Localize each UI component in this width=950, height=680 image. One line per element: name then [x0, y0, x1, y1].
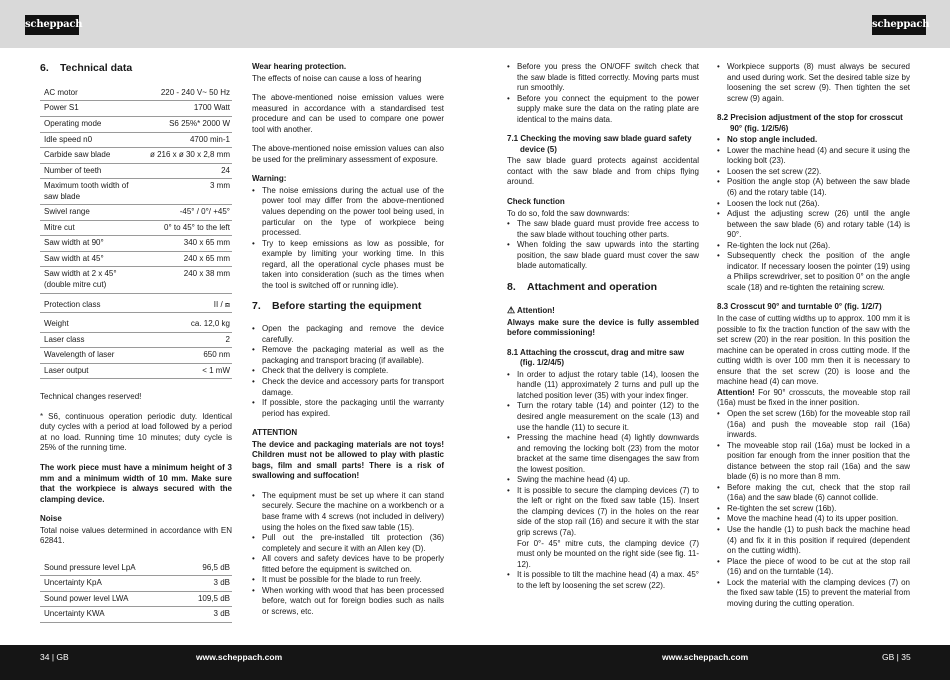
list-item: • Pull out the pre-installed tilt protection (36) completely and secure it with an Allen key (D). [252, 533, 444, 554]
list-item: • All covers and safety devices have to be properly fitted before the equipment is switched on. [252, 554, 444, 575]
list-item: • Lock the material with the clamping devices (7) on the fixed saw table (15) to prevent the material from moving during the cutting operation. [717, 578, 910, 610]
list-item: • Adjust the adjusting screw (26) until the angle between the saw blade (6) and rotary table (14) is 90°. [717, 209, 910, 241]
spec-value: 1700 Watt [146, 101, 232, 117]
section-8-2-title: 8.2 Precision adjustment of the stop for crosscut 90° (fig. 1/2/5/6) [717, 113, 903, 133]
check-function-text: To do so, fold the saw downwards: [507, 208, 630, 218]
table-row [40, 86, 232, 101]
tilt-list [507, 570, 699, 591]
list-item: • Check the device and accessory parts for transport damage. [252, 377, 444, 398]
list-item: • The noise emissions during the actual use of the power tool may differ from the above-mentioned values depending on the power tool being used, in particular on the type of workpiece being processed. [252, 186, 444, 239]
spec-label: Maximum tooth width of saw blade [40, 179, 146, 205]
noise-table [40, 561, 232, 623]
warning-title: Warning: [252, 174, 287, 184]
pre-start-list [507, 62, 699, 125]
section-8-3-attention: Attention! For 90° crosscuts, the moveable stop rail (16a) must be fixed in the inner position. [717, 387, 910, 408]
spec-label: Laser class [40, 332, 146, 348]
list-item: • Workpiece supports (8) must always be secured and used during work. Set the desired table size by loosening the set screw (9). Then tighten the set screw (9) again. [717, 62, 910, 104]
spec-label: Uncertainty KpA [40, 576, 178, 592]
spec-label: Uncertainty KWA [40, 607, 178, 623]
mitre-note: For 0°- 45° mitre cuts, the clamping device (7) must only be mounted on the right side (see fig. 11-12). [517, 538, 699, 569]
list-item: • Loosen the set screw (22). [717, 167, 910, 178]
spec-label: Saw width at 45° [40, 251, 146, 267]
spec-value: < 1 mW [146, 363, 232, 379]
table-row [40, 220, 232, 236]
list-item: • Before you press the ON/OFF switch check that the saw blade is fitted correctly. Moving parts must run smoothly. [507, 62, 699, 94]
spec-label: Laser output [40, 363, 146, 379]
spec-value: 0° to 45° to the left [146, 220, 232, 236]
table-row [40, 163, 232, 179]
table-row [40, 148, 232, 164]
table-row [40, 332, 232, 348]
spec-value: II / ⧈ [146, 293, 232, 313]
footer-url-right: www.scheppach.com [662, 652, 749, 662]
column-adjustment [717, 62, 910, 618]
list-item: • Open the set screw (16b) for the moveable stop rail (16a) and push the moveable stop rail (16a) inwards. [717, 409, 910, 441]
spec-label: AC motor [40, 86, 146, 101]
spec-label: Operating mode [40, 116, 146, 132]
spec-value: 4700 min-1 [146, 132, 232, 148]
table-row [40, 363, 232, 379]
attention-heading: ⚠ Attention! [507, 304, 555, 315]
spec-value: 220 - 240 V~ 50 Hz [146, 86, 232, 101]
warning-triangle-icon: ⚠ [507, 304, 516, 315]
attention-text: The device and packaging materials are not toys! Children must not be allowed to play with plastic bags, film and small parts! There is a risk of swallowing and suffocation! [252, 439, 444, 481]
start-list [252, 324, 444, 419]
spec-value: S6 25%* 2000 W [146, 116, 232, 132]
list-item: • Remove the packaging material as well as the packaging and transport bracing (if available). [252, 345, 444, 366]
page-number-left: 34 | GB [40, 652, 69, 662]
spec-value: 340 x 65 mm [146, 236, 232, 252]
table-row [40, 236, 232, 252]
list-item: • It is possible to secure the clamping devices (7) to the left or right on the fixed saw table (15). Insert the clamping devices (7) in the holes on the rear side of the stop rail (16) and secure it with the star grip screws (7a). [507, 486, 699, 539]
table-row [40, 561, 232, 576]
spec-label: Wavelength of laser [40, 348, 146, 364]
list-item: • Turn the rotary table (14) and pointer (12) to the desired angle measurement on the scale (13) and use the handle (11) to secure it. [507, 401, 699, 433]
list-item: • Move the machine head (4) to its upper position. [717, 514, 910, 525]
section-7-1-title: 7.1 Checking the moving saw blade guard safety device (5) [507, 134, 692, 154]
table-row [40, 205, 232, 221]
list-item: • Position the angle stop (A) between the saw blade (6) and the rotary table (14). [717, 177, 910, 198]
section-8-1-list [507, 370, 699, 539]
section-8-3-list [717, 409, 910, 609]
workpiece-support-list [717, 62, 910, 104]
footer-bar [0, 645, 950, 680]
spec-label: Saw width at 2 x 45° (double mitre cut) [40, 267, 146, 293]
spec-label: Mitre cut [40, 220, 146, 236]
table-row [40, 591, 232, 607]
table-row [40, 132, 232, 148]
table-row [40, 313, 232, 333]
emission-paragraph-1: The above-mentioned noise emission values were measured in accordance with a standardised test procedure and can be used to compare one power tool with another. [252, 93, 444, 134]
header-bar [0, 0, 950, 48]
list-item: • It is possible to tilt the machine head (4) a max. 45° to the left by loosening the set screw (22). [507, 570, 699, 591]
list-item: • Check that the delivery is complete. [252, 366, 444, 377]
footer-url-left: www.scheppach.com [196, 652, 283, 662]
spec-value: 650 nm [146, 348, 232, 364]
section-heading-technical-data: 6. Technical data [40, 62, 133, 74]
table-row [40, 293, 232, 313]
tech-changes-note: Technical changes reserved! [40, 392, 142, 402]
s6-note: * S6, continuous operation periodic duty. Identical duty cycles with a period at load followed by a period at no load. Running time 10 minutes; duty cycle is 25% of the running time. [40, 411, 232, 453]
list-item: • Re-tighten the lock nut (26a). [717, 241, 910, 252]
spec-value: 2 [146, 332, 232, 348]
spec-label: Swivel range [40, 205, 146, 221]
hearing-title: Wear hearing protection. [252, 62, 347, 71]
table-row [40, 101, 232, 117]
section-7-1-text: The saw blade guard protects against accidental contact with the saw blade and from chips flying around. [507, 156, 699, 187]
list-item: • When working with wood that has been processed before, watch out for foreign bodies such as nails or screws, etc. [252, 586, 444, 618]
spec-value: 240 x 38 mm [146, 267, 232, 293]
list-item: • Swing the machine head (4) up. [507, 475, 699, 486]
spec-label: Carbide saw blade [40, 148, 146, 164]
spec-label: Sound power level LWA [40, 591, 178, 607]
table-row [40, 179, 232, 205]
list-item: • The moveable stop rail (16a) must be locked in a position far enough from the inner position that the distance between the stop rail (16a) and the saw blade (6) is no more than 8 mm. [717, 441, 910, 483]
spec-label: Weight [40, 313, 146, 333]
spec-value: ca. 12,0 kg [146, 313, 232, 333]
check-list [507, 219, 699, 272]
spec-table [40, 86, 232, 379]
column-noise-and-start [252, 62, 444, 626]
spec-value: 240 x 65 mm [146, 251, 232, 267]
spec-value: 3 dB [178, 607, 232, 623]
table-row [40, 607, 232, 623]
spec-value: 109,5 dB [178, 591, 232, 607]
list-item: • Lower the machine head (4) and secure it using the locking bolt (23). [717, 146, 910, 167]
hearing-text: The effects of noise can cause a loss of hearing [252, 73, 422, 83]
section-heading-attachment: 8. Attachment and operation [507, 280, 658, 293]
table-row [40, 251, 232, 267]
list-item: • Use the handle (1) to push back the machine head (4) and fix it in this position if required (dependent on the cutting width). [717, 525, 910, 557]
section-8-2-steps [717, 146, 910, 294]
spec-label: Sound pressure level LpA [40, 561, 178, 576]
list-item: • No stop angle included. [717, 135, 910, 146]
noise-text: Total noise values determined in accordance with EN 62841. [40, 525, 232, 546]
table-row [40, 116, 232, 132]
list-item: • It must be possible for the blade to run freely. [252, 575, 444, 586]
section-8-1-title: 8.1 Attaching the crosscut, drag and mitre saw (fig. 1/2/4/5) [507, 347, 685, 368]
list-item: • Loosen the lock nut (26a). [717, 199, 910, 210]
workpiece-note: The work piece must have a minimum height of 3 mm and a minimum width of 10 mm. Make sure that the workpiece is always secured with the clamping device. [40, 462, 232, 504]
table-row [40, 267, 232, 293]
spec-value: 3 dB [178, 576, 232, 592]
spec-value: ø 216 x ø 30 x 2,8 mm [146, 148, 232, 164]
emission-paragraph-2: The above-mentioned noise emission values can also be used for the preliminary assessment of exposure. [252, 144, 444, 164]
column-safety-and-attachment [507, 62, 699, 600]
page-number-right: GB | 35 [882, 652, 911, 662]
setup-list [252, 491, 444, 618]
noise-title: Noise [40, 514, 62, 524]
list-item: • When folding the saw upwards into the starting position, the saw blade guard must cover the saw blade automatically. [507, 240, 699, 272]
table-row [40, 576, 232, 592]
column-technical-data [40, 62, 232, 636]
table-row [40, 348, 232, 364]
brand-logo-right: scheppach [872, 15, 926, 35]
list-item: • The saw blade guard must provide free access to the saw blade without touching other parts. [507, 219, 699, 240]
spec-value: 96,5 dB [178, 561, 232, 576]
list-item: • Re-tighten the set screw (16b). [717, 504, 910, 515]
warning-list [252, 186, 444, 291]
check-function-title: Check function [507, 197, 565, 207]
spec-value: -45° / 0°/ +45° [146, 205, 232, 221]
list-item: • If possible, store the packaging until the warranty period has expired. [252, 398, 444, 419]
spec-label: Idle speed n0 [40, 132, 146, 148]
spec-label: Power S1 [40, 101, 146, 117]
list-item: • Before you connect the equipment to the power supply make sure the data on the rating plate are identical to the mains data. [507, 94, 699, 126]
spec-value: 24 [146, 163, 232, 179]
spec-label: Protection class [40, 293, 146, 313]
section-8-3-title: 8.3 Crosscut 90° and turntable 0° (fig. 1/2/7) [717, 302, 882, 312]
attention-title: ATTENTION [252, 428, 298, 438]
brand-logo-left: scheppach [25, 15, 79, 35]
list-item: • Open the packaging and remove the device carefully. [252, 324, 444, 345]
list-item: • Place the piece of wood to be cut at the stop rail (16) and on the turntable (14). [717, 557, 910, 578]
list-item: • The equipment must be set up where it can stand securely. Secure the machine on a workbench or a base frame with 4 screws (not included in delivery) using the holes on the fixed saw table (15). [252, 491, 444, 533]
section-8-3-text: In the case of cutting widths up to approx. 100 mm it is possible to fix the traction function of the saw with the set screw (20) in the rear position. In this position the machine can be operated in cross cutting mode. If the cutting width is over 100 mm then it is necessary to ensure that the set screw (20) is loose and the machine head (4) can move. [717, 314, 910, 387]
list-item: • Pressing the machine head (4) lightly downwards and removing the locking bolt (23) from the motor bracket at the same time disengages the saw from the lowest position. [507, 433, 699, 475]
spec-label: Saw width at 90° [40, 236, 146, 252]
list-item: • Try to keep emissions as low as possible, for example by limiting your working time. In this regard, all the operational cycle phases must be taken into consideration (such as the times when the tool is switched off or running idle). [252, 239, 444, 292]
spec-value: 3 mm [146, 179, 232, 205]
section-heading-before-start: 7. Before starting the equipment [252, 300, 422, 313]
list-item: • Before making the cut, check that the stop rail (16a) and the saw blade (6) cannot collide. [717, 483, 910, 504]
section-8-2-list [717, 135, 910, 146]
list-item: • Subsequently check the position of the angle indicator. If necessary loosen the pointer (19) using a Philips screwdriver, set to position 0° on the angle scale (18) and re-tighten the retaining screw. [717, 251, 910, 293]
attention-assembled-text: Always make sure the device is fully assembled before commissioning! [507, 317, 699, 338]
spec-label: Number of teeth [40, 163, 146, 179]
list-item: • In order to adjust the rotary table (14), loosen the handle (11) approximately 2 turns and pull up the latched position lever (35) with your index finger. [507, 370, 699, 402]
